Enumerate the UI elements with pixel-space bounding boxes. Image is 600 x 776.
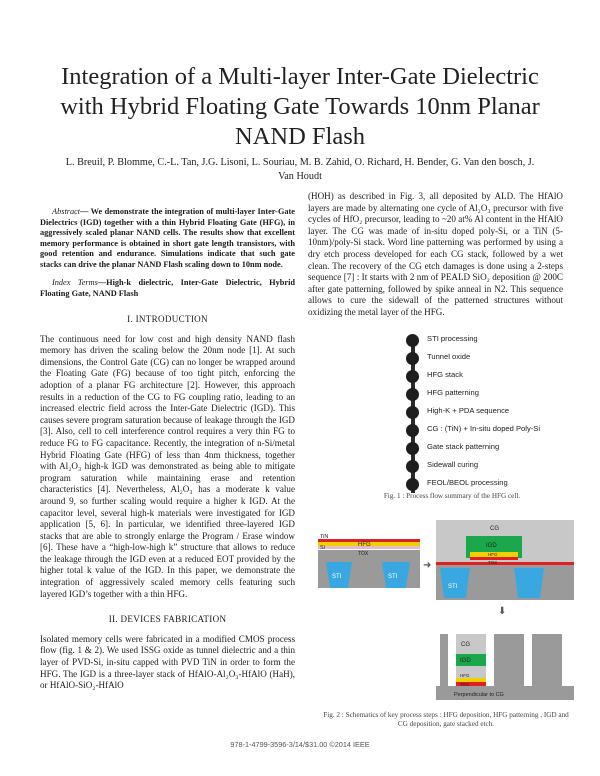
label-hfg: HFG	[488, 552, 498, 557]
abstract-label: Abstract	[52, 207, 81, 216]
label-igd: IGD	[486, 543, 497, 549]
abstract-text: — We demonstrate the integration of multi-layer Inter-Gate Dielectrics (IGD) together with a thin Hybrid Floating Gate (HFG), in aggressively scaled planar NAND cells. The results show that excellent memory performance is obtained in short gate length transistors, with good retention and endurance. Simulations indicate that such gate stacks can drive the planar NAND Flash scaling down to 10nm node.	[40, 207, 295, 269]
bullet-icon	[406, 442, 419, 455]
label-tox: TOX	[358, 551, 369, 557]
igd-film	[436, 562, 574, 565]
panel-igd-cg-deposition	[436, 520, 574, 600]
label-hfg: HFG	[358, 542, 371, 548]
gate-stack	[494, 634, 524, 686]
bullet-icon	[406, 406, 419, 419]
fabrication-text: Isolated memory cells were fabricated in a modified CMOS process flow (fig. 1 & 2). We used ISSG oxide as tunnel dielectric and a thin layer of PVD-Si, in-situ capped with PVD TiN in order to form the HFG. The IGD is a three-layer stack of HfAlO-Al₂O₃-HfAlO (HaH), or HfAlO-SiO₂-HfAlO	[40, 633, 295, 691]
label-sti: STI	[332, 574, 342, 580]
sti-trench	[440, 568, 470, 598]
label-sti: STI	[448, 584, 458, 590]
index-terms	[40, 278, 295, 299]
arrow-icon: ➜	[423, 560, 432, 571]
right-column	[308, 191, 563, 319]
panel-hfg-deposition	[318, 534, 420, 588]
figure-1-caption: Fig. 1 : Process flow summary of the HFG cell.	[383, 492, 521, 500]
panel-gate-stack-etch	[436, 634, 574, 700]
bullet-icon	[406, 388, 419, 401]
figure-2-caption: Fig. 2 : Schematics of key process steps : HFG deposition, HFG patterning , IGD and CG deposition, gate stacked etch.	[323, 711, 569, 728]
section-heading-fabrication: II. DEVICES FABRICATION	[108, 614, 227, 625]
label-tox: TOX	[488, 560, 498, 565]
label-tin: TiN	[320, 534, 329, 540]
bullet-icon	[406, 460, 419, 473]
bullet-icon	[406, 478, 419, 491]
label-perpendicular: Perpendicular to CG	[454, 692, 504, 698]
index-terms-text: —High-k dielectric, Inter-Gate Dielectric, Hybrid Floating Gate, NAND Flash	[40, 278, 295, 298]
gate-stack	[532, 634, 562, 686]
label-cg: CG	[490, 526, 499, 532]
bullet-icon	[406, 370, 419, 383]
arrow-down-icon: ⬇	[498, 606, 507, 617]
abstract	[40, 207, 295, 270]
label-igd: IGD	[460, 658, 471, 664]
left-column	[40, 207, 295, 692]
label-tox: TOX	[460, 682, 470, 687]
paper-title: Integration of a Multi-layer Inter-Gate Dielectric with Hybrid Floating Gate Towards 10nm Planar NAND Flash	[60, 63, 540, 150]
figure-1-process-flow: STI processing Tunnel oxide HFG stack HFG patterning High-K + PDA sequence CG : (TiN) + In-situ doped Poly-Si Gate stack patterning Sidewall curing FEOL/BEOL processing	[393, 333, 573, 488]
label-hfg: HFG	[460, 673, 470, 678]
figure-2-schematics	[318, 506, 574, 706]
copyright-footer: 978-1-4799-3596-3/14/$31.00 ©2014 IEEE	[230, 740, 370, 749]
bullet-icon	[406, 334, 419, 347]
author-list: L. Breuil, P. Blomme, C.-L. Tan, J.G. Lisoni, L. Souriau, M. B. Zahid, O. Richard, H. Bender, G. Van den bosch, J. Van Houdt	[65, 157, 535, 182]
section-heading-introduction: I. INTRODUCTION	[127, 314, 208, 324]
sti-trench	[514, 568, 544, 598]
introduction-text: The continuous need for low cost and high density NAND flash memory has driven the scaling below the 20nm node [1]. At such dimensions, the Control Gate (CG) can no longer be wrapped around the Floating Gate (FG) because of too tight pitch, enforcing the adoption of a planar FG architecture [2]. However, this approach results in a reduction of the CG to FG coupling ratio, leading to an increased electric field across the Inter-Gate Dielectric (IGD). This causes severe program saturation because of leakage through the IGD [3]. Also, cell to cell interference control requires a very thin FG to reduce FG to FG capacitance. Recently, the integration of n-Si/metal Hybrid Floating Gate (HFG) of less than 4nm thickness, together with Al₂O₃ high-k IGD was demonstrated as being able to mitigate program saturation while maintaining erase and retention characteristics [4]. Nevertheless, Al₂O₃ has a moderate k value around 9, so further scaling would require a higher k IGD. At the capacitor level, several high-k materials were investigated for IGD application [5, 6]. In particular, we identified three-layered IGD stacks that are able to strongly enlarge the Program / Erase window [6]. These have a “high-low-high k” structure that allows to reduce the leakage through the IGD even at a reduced EOT provided by the higher total k value of the IGD. In this paper, we demonstrate the integration of aggressively scaled memory cells featuring such layered IGD’s together with a thin HFG.	[40, 333, 295, 599]
bullet-icon	[406, 352, 419, 365]
label-sti: STI	[388, 574, 398, 580]
label-cg: CG	[461, 642, 470, 648]
fabrication-text-continued: (HOH) as described in Fig. 3, all deposited by ALD. The HfAlO layers are made by alternating one cycle of Al₂O₃ precursor with five cycles of HfO₂ precursor, leading to ~20 at% Al content in the HfAlO layer. The CG was made of in-situ doped poly-Si, or a TiN (5-10nm)/poly-Si stack. Word line patterning was performed by using a dry etch process developed for each CG stack, followed by a wet clean. The recovery of the CG etch damages is done using a 2-steps sequence [7] : It starts with 2 nm of PEALD SiO₂ deposition @ 200C after gate patterning, followed by spike anneal in N2. This sequence allows to cure the sidewall of the patterned structures without oxidizing the metal layer of the HFG.	[308, 191, 563, 317]
gate-stack	[440, 634, 448, 686]
label-si: Si	[320, 545, 325, 551]
index-terms-label: Index Terms	[52, 278, 98, 287]
bullet-icon	[406, 424, 419, 437]
